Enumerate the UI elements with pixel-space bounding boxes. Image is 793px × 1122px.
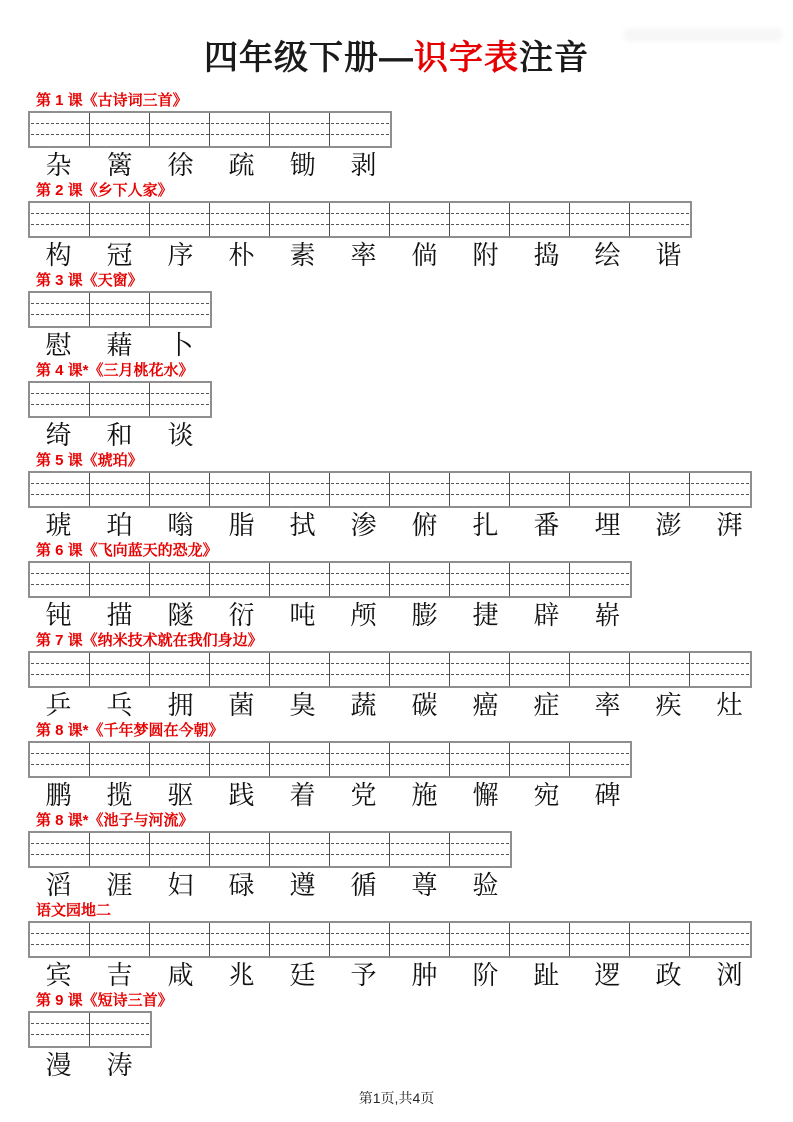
- pinyin-cell: [390, 743, 450, 776]
- character: 症: [533, 691, 560, 721]
- pinyin-cell: [510, 923, 570, 956]
- pinyin-cell: [150, 293, 210, 326]
- character: 倘: [411, 241, 438, 271]
- pinyin-cell: [390, 473, 450, 506]
- pinyin-cell: [450, 923, 510, 956]
- character: 琥: [45, 511, 72, 541]
- pinyin-cell: [330, 923, 390, 956]
- character: 滔: [45, 871, 72, 901]
- pinyin-cell: [270, 923, 330, 956]
- lesson-section: [28, 362, 793, 452]
- character: 鹏: [45, 781, 72, 811]
- character: 朴: [228, 241, 255, 271]
- character: 脂: [228, 511, 255, 541]
- pinyin-cell: [210, 473, 270, 506]
- pinyin-cell: [570, 473, 630, 506]
- pinyin-cell: [210, 653, 270, 686]
- pinyin-grid: [28, 111, 392, 148]
- pinyin-cell: [90, 113, 150, 146]
- character: 浏: [716, 961, 743, 991]
- lesson-section: [28, 992, 793, 1082]
- page-number: 第1页,共4页: [358, 1090, 435, 1106]
- character: 阶: [472, 961, 499, 991]
- character: 菌: [228, 691, 255, 721]
- character: 湃: [716, 511, 743, 541]
- pinyin-cell: [690, 653, 750, 686]
- pinyin-grid: [28, 651, 752, 688]
- pinyin-cell: [90, 833, 150, 866]
- pinyin-cell: [270, 653, 330, 686]
- character: 捷: [472, 601, 499, 631]
- pinyin-cell: [90, 923, 150, 956]
- character: 乒: [45, 691, 72, 721]
- character: 和: [106, 421, 133, 451]
- character: 吨: [289, 601, 316, 631]
- lesson-header: 第 4 课*《三月桃花水》: [36, 362, 194, 379]
- character: 揽: [106, 781, 133, 811]
- lesson-sections: [28, 92, 793, 1082]
- character: 碌: [228, 871, 255, 901]
- pinyin-cell: [30, 473, 90, 506]
- lesson-header: 第 1 课《古诗词三首》: [36, 92, 188, 109]
- pinyin-cell: [510, 743, 570, 776]
- page-title-part1: 四年级下册—: [204, 39, 414, 77]
- lesson-header: 第 3 课《天窗》: [36, 272, 143, 289]
- character: 谈: [167, 421, 194, 451]
- pinyin-cell: [630, 203, 690, 236]
- character: 珀: [106, 511, 133, 541]
- character: 懈: [472, 781, 499, 811]
- pinyin-cell: [450, 653, 510, 686]
- character: 着: [289, 781, 316, 811]
- pinyin-cell: [450, 473, 510, 506]
- character-row: [28, 690, 793, 722]
- pinyin-cell: [570, 563, 630, 596]
- character: 卜: [167, 331, 194, 361]
- pinyin-grid: [28, 291, 212, 328]
- pinyin-cell: [270, 473, 330, 506]
- pinyin-cell: [270, 563, 330, 596]
- character-row: [28, 150, 793, 182]
- pinyin-cell: [210, 833, 270, 866]
- character: 冠: [106, 241, 133, 271]
- pinyin-cell: [570, 653, 630, 686]
- character: 循: [350, 871, 377, 901]
- character: 肿: [411, 961, 438, 991]
- character: 颅: [350, 601, 377, 631]
- pinyin-cell: [150, 203, 210, 236]
- character: 膨: [411, 601, 438, 631]
- character: 趾: [533, 961, 560, 991]
- pinyin-cell: [30, 1013, 90, 1046]
- character: 绘: [594, 241, 621, 271]
- pinyin-cell: [450, 203, 510, 236]
- character: 衍: [228, 601, 255, 631]
- pinyin-grid: [28, 921, 752, 958]
- character: 慰: [45, 331, 72, 361]
- character: 澎: [655, 511, 682, 541]
- character: 予: [350, 961, 377, 991]
- character: 捣: [533, 241, 560, 271]
- pinyin-cell: [90, 473, 150, 506]
- pinyin-cell: [630, 923, 690, 956]
- character: 疾: [655, 691, 682, 721]
- pinyin-cell: [330, 833, 390, 866]
- lesson-header: 第 7 课《纳米技术就在我们身边》: [36, 632, 263, 649]
- pinyin-cell: [330, 203, 390, 236]
- character: 廷: [289, 961, 316, 991]
- pinyin-cell: [630, 473, 690, 506]
- pinyin-cell: [570, 743, 630, 776]
- lesson-section: [28, 722, 793, 812]
- character: 藉: [106, 331, 133, 361]
- character: 尊: [411, 871, 438, 901]
- character: 序: [167, 241, 194, 271]
- pinyin-cell: [270, 743, 330, 776]
- character: 渗: [350, 511, 377, 541]
- lesson-header: 第 8 课*《千年梦圆在今朝》: [36, 722, 224, 739]
- pinyin-cell: [210, 923, 270, 956]
- page-title: [0, 36, 793, 80]
- pinyin-cell: [450, 743, 510, 776]
- character: 谐: [655, 241, 682, 271]
- page-title-highlight: 识字表: [414, 39, 519, 77]
- pinyin-cell: [30, 113, 90, 146]
- lesson-section: [28, 812, 793, 902]
- pinyin-cell: [90, 293, 150, 326]
- pinyin-cell: [390, 203, 450, 236]
- watermark-remnant: [623, 28, 783, 42]
- pinyin-cell: [510, 653, 570, 686]
- pinyin-cell: [150, 833, 210, 866]
- lesson-section: [28, 632, 793, 722]
- pinyin-cell: [150, 923, 210, 956]
- pinyin-cell: [30, 743, 90, 776]
- pinyin-cell: [30, 653, 90, 686]
- character: 吉: [106, 961, 133, 991]
- pinyin-cell: [90, 383, 150, 416]
- lesson-section: [28, 902, 793, 992]
- pinyin-cell: [510, 203, 570, 236]
- lesson-section: [28, 452, 793, 542]
- character: 咸: [167, 961, 194, 991]
- pinyin-cell: [210, 743, 270, 776]
- pinyin-cell: [30, 563, 90, 596]
- character: 素: [289, 241, 316, 271]
- pinyin-cell: [150, 563, 210, 596]
- pinyin-cell: [90, 1013, 150, 1046]
- character: 番: [533, 511, 560, 541]
- character: 臭: [289, 691, 316, 721]
- pinyin-cell: [30, 383, 90, 416]
- pinyin-cell: [210, 563, 270, 596]
- pinyin-cell: [30, 833, 90, 866]
- pinyin-grid: [28, 831, 512, 868]
- page-title-part2: 注音: [519, 39, 589, 77]
- character: 徐: [167, 151, 194, 181]
- character: 逻: [594, 961, 621, 991]
- pinyin-cell: [30, 293, 90, 326]
- pinyin-grid: [28, 381, 212, 418]
- character: 绮: [45, 421, 72, 451]
- pinyin-grid: [28, 201, 692, 238]
- character-row: [28, 780, 793, 812]
- character: 钝: [45, 601, 72, 631]
- character: 嗡: [167, 511, 194, 541]
- pinyin-cell: [390, 653, 450, 686]
- character: 拥: [167, 691, 194, 721]
- character: 党: [350, 781, 377, 811]
- character: 剥: [350, 151, 377, 181]
- pinyin-cell: [270, 203, 330, 236]
- character: 俯: [411, 511, 438, 541]
- character: 宛: [533, 781, 560, 811]
- character: 辟: [533, 601, 560, 631]
- character: 蔬: [350, 691, 377, 721]
- pinyin-cell: [270, 113, 330, 146]
- character: 率: [594, 691, 621, 721]
- pinyin-cell: [390, 833, 450, 866]
- character: 崭: [594, 601, 621, 631]
- pinyin-cell: [150, 653, 210, 686]
- character-row: [28, 870, 793, 902]
- pinyin-cell: [450, 563, 510, 596]
- pinyin-cell: [30, 923, 90, 956]
- pinyin-cell: [390, 563, 450, 596]
- pinyin-cell: [150, 113, 210, 146]
- character: 遵: [289, 871, 316, 901]
- pinyin-cell: [90, 653, 150, 686]
- pinyin-cell: [570, 203, 630, 236]
- pinyin-grid: [28, 471, 752, 508]
- lesson-section: [28, 542, 793, 632]
- pinyin-cell: [690, 473, 750, 506]
- character: 乓: [106, 691, 133, 721]
- pinyin-cell: [330, 473, 390, 506]
- lesson-section: [28, 272, 793, 362]
- pinyin-cell: [450, 833, 510, 866]
- character-row: [28, 330, 793, 362]
- pinyin-cell: [270, 833, 330, 866]
- character: 率: [350, 241, 377, 271]
- pinyin-cell: [630, 653, 690, 686]
- lesson-header: 第 9 课《短诗三首》: [36, 992, 173, 1009]
- character: 碑: [594, 781, 621, 811]
- pinyin-cell: [90, 203, 150, 236]
- character: 验: [472, 871, 499, 901]
- character-row: [28, 240, 793, 272]
- pinyin-cell: [330, 743, 390, 776]
- pinyin-cell: [150, 743, 210, 776]
- character-row: [28, 420, 793, 452]
- pinyin-cell: [510, 473, 570, 506]
- pinyin-cell: [690, 923, 750, 956]
- character: 癌: [472, 691, 499, 721]
- character: 灶: [716, 691, 743, 721]
- pinyin-cell: [330, 653, 390, 686]
- character-row: [28, 510, 793, 542]
- character: 妇: [167, 871, 194, 901]
- character: 隧: [167, 601, 194, 631]
- pinyin-cell: [90, 743, 150, 776]
- character: 宾: [45, 961, 72, 991]
- character: 驱: [167, 781, 194, 811]
- character: 政: [655, 961, 682, 991]
- pinyin-cell: [210, 113, 270, 146]
- lesson-section: [28, 92, 793, 182]
- character: 碳: [411, 691, 438, 721]
- character: 践: [228, 781, 255, 811]
- pinyin-cell: [90, 563, 150, 596]
- character: 扎: [472, 511, 499, 541]
- character-row: [28, 960, 793, 992]
- lesson-header: 语文园地二: [36, 902, 112, 919]
- pinyin-grid: [28, 1011, 152, 1048]
- lesson-section: [28, 182, 793, 272]
- pinyin-cell: [510, 563, 570, 596]
- character: 锄: [289, 151, 316, 181]
- lesson-header: 第 6 课《飞向蓝天的恐龙》: [36, 542, 218, 559]
- character-row: [28, 600, 793, 632]
- pinyin-cell: [390, 923, 450, 956]
- character: 漫: [45, 1051, 72, 1081]
- pinyin-cell: [330, 563, 390, 596]
- character: 拭: [289, 511, 316, 541]
- character: 描: [106, 601, 133, 631]
- lesson-header: 第 8 课*《池子与河流》: [36, 812, 194, 829]
- character: 篱: [106, 151, 133, 181]
- character: 涛: [106, 1051, 133, 1081]
- character: 杂: [45, 151, 72, 181]
- pinyin-cell: [30, 203, 90, 236]
- character: 埋: [594, 511, 621, 541]
- lesson-header: 第 2 课《乡下人家》: [36, 182, 173, 199]
- character: 疏: [228, 151, 255, 181]
- pinyin-cell: [570, 923, 630, 956]
- character: 施: [411, 781, 438, 811]
- character-row: [28, 1050, 793, 1082]
- lesson-header: 第 5 课《琥珀》: [36, 452, 143, 469]
- character: 附: [472, 241, 499, 271]
- pinyin-grid: [28, 741, 632, 778]
- character: 兆: [228, 961, 255, 991]
- pinyin-cell: [210, 203, 270, 236]
- pinyin-grid: [28, 561, 632, 598]
- pinyin-cell: [150, 383, 210, 416]
- character: 构: [45, 241, 72, 271]
- pinyin-cell: [330, 113, 390, 146]
- character: 涯: [106, 871, 133, 901]
- pinyin-cell: [150, 473, 210, 506]
